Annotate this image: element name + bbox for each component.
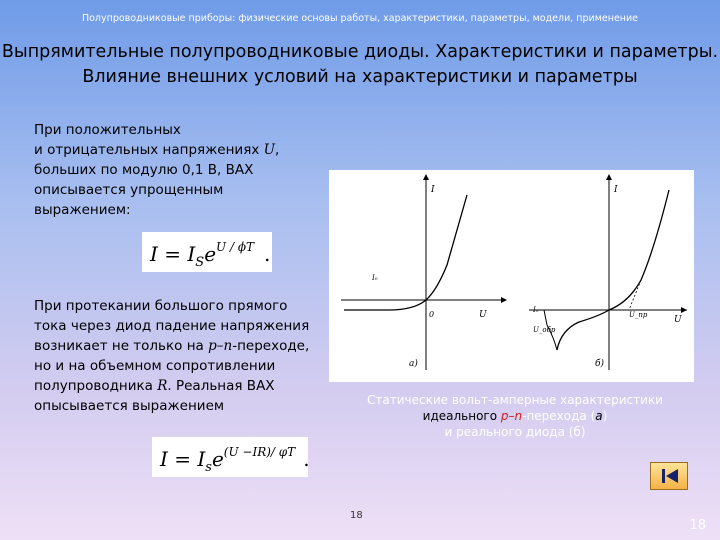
graph-b-x-arrow xyxy=(681,307,687,313)
slide-title-line2: Влияние внешних условий на характеристики и параметры xyxy=(82,67,638,87)
graph-b-uce: U_пр xyxy=(629,311,648,319)
para1-line1: При положительных xyxy=(34,122,181,138)
paragraph-series-resistance xyxy=(34,296,334,416)
graph-b-tag: б) xyxy=(595,359,605,369)
graph-b-x-label: U xyxy=(674,315,682,325)
graph-a-marker: I₀ xyxy=(372,274,378,282)
caption-line1: Статические вольт-амперные характеристики xyxy=(367,393,663,407)
caption-part-close: ) xyxy=(602,409,608,423)
slide-title xyxy=(0,40,720,90)
voltage-variable: U xyxy=(263,142,275,158)
formula2-dot: . xyxy=(303,447,310,471)
pn-label: p–n xyxy=(208,338,233,354)
caption-part-pn: p–n xyxy=(500,409,523,423)
caption-part-a: а xyxy=(595,409,603,423)
graph-a-x-arrow xyxy=(501,297,507,303)
formula1-sub: S xyxy=(195,255,205,270)
caption-line2 xyxy=(335,408,695,424)
page-number-corner: 18 xyxy=(689,518,706,533)
caption-line3: и реального диода (б) xyxy=(444,425,586,439)
para2-line2: тока через диод падение напряжения xyxy=(34,318,310,334)
skip-back-arrow-icon xyxy=(666,469,678,483)
para1-line4: описывается упрощенным xyxy=(34,182,224,198)
para2-line3 xyxy=(34,336,334,356)
figure-caption xyxy=(335,392,695,440)
formula2-expression xyxy=(160,445,310,475)
para2-text3: полупроводника xyxy=(34,378,158,394)
para2-line5 xyxy=(34,376,334,396)
caption-part-ideal: идеального xyxy=(422,409,501,423)
para2-text: возникает не только на xyxy=(34,338,209,354)
graph-a-tag: а) xyxy=(409,359,418,369)
graph-a-y-arrow xyxy=(423,174,429,180)
para1-line2 xyxy=(34,140,314,160)
graph-b-y-label: I xyxy=(614,185,618,195)
formula2-exponent: (U −IR)/ φT xyxy=(223,445,296,459)
para2-text4: . Реальная ВАХ xyxy=(167,378,275,394)
para1-line5: выражением: xyxy=(34,202,131,218)
slide-title-line1: Выпрямительные полупроводниковые диоды. Характеристики и параметры. xyxy=(1,42,719,62)
formula1-expression xyxy=(150,240,270,270)
formula2-eq: = I xyxy=(167,447,206,471)
caption-part-junction: -перехода ( xyxy=(522,409,596,423)
formula-ideal-diode xyxy=(142,232,272,272)
graph-b-marker-bottom: U_обр xyxy=(533,326,556,334)
skip-back-icon xyxy=(662,469,665,483)
back-button[interactable] xyxy=(650,462,688,490)
presentation-header: Полупроводниковые приборы: физические основы работы, характеристики, параметры, модели, применение xyxy=(81,13,639,24)
formula2-sub: s xyxy=(205,460,212,475)
formula2-lhs: I xyxy=(160,447,168,471)
formula2-exp-base: e xyxy=(211,447,224,471)
iv-graphs-svg xyxy=(329,170,694,382)
formula1-eq: = I xyxy=(157,242,196,266)
page-number-center: 18 xyxy=(350,510,363,521)
iv-characteristics-figure xyxy=(329,170,694,382)
formula1-dot: . xyxy=(264,242,271,266)
para1-line3: больших по модулю 0,1 В, ВАХ xyxy=(34,162,254,178)
para1-comma: , xyxy=(275,142,280,158)
resistance-variable: R xyxy=(157,378,168,394)
graph-a-origin: 0 xyxy=(429,310,435,319)
para2-line4: но и на объемном сопротивлении xyxy=(34,358,276,374)
graph-b-marker-top: I₀ xyxy=(533,306,539,314)
para2-text2: -переходе, xyxy=(232,338,310,354)
graph-a-y-label: I xyxy=(431,185,435,195)
graph-a-curve xyxy=(344,195,467,310)
para2-line1: При протекании большого прямого xyxy=(34,298,288,314)
formula1-exponent: U / ϕT xyxy=(216,240,254,254)
graph-a-x-label: U xyxy=(479,310,487,320)
formula1-lhs: I xyxy=(150,242,158,266)
paragraph-voltage-conditions xyxy=(34,120,314,220)
formula1-exp-base: e xyxy=(204,242,217,266)
graph-b xyxy=(529,174,687,370)
para2-line6: опысывается выражением xyxy=(34,398,225,414)
graph-a xyxy=(341,174,507,370)
graph-b-y-arrow xyxy=(606,174,612,180)
formula-real-diode xyxy=(152,437,308,477)
graph-b-curve xyxy=(557,190,669,350)
para1-text: и отрицательных напряжениях xyxy=(34,142,264,158)
